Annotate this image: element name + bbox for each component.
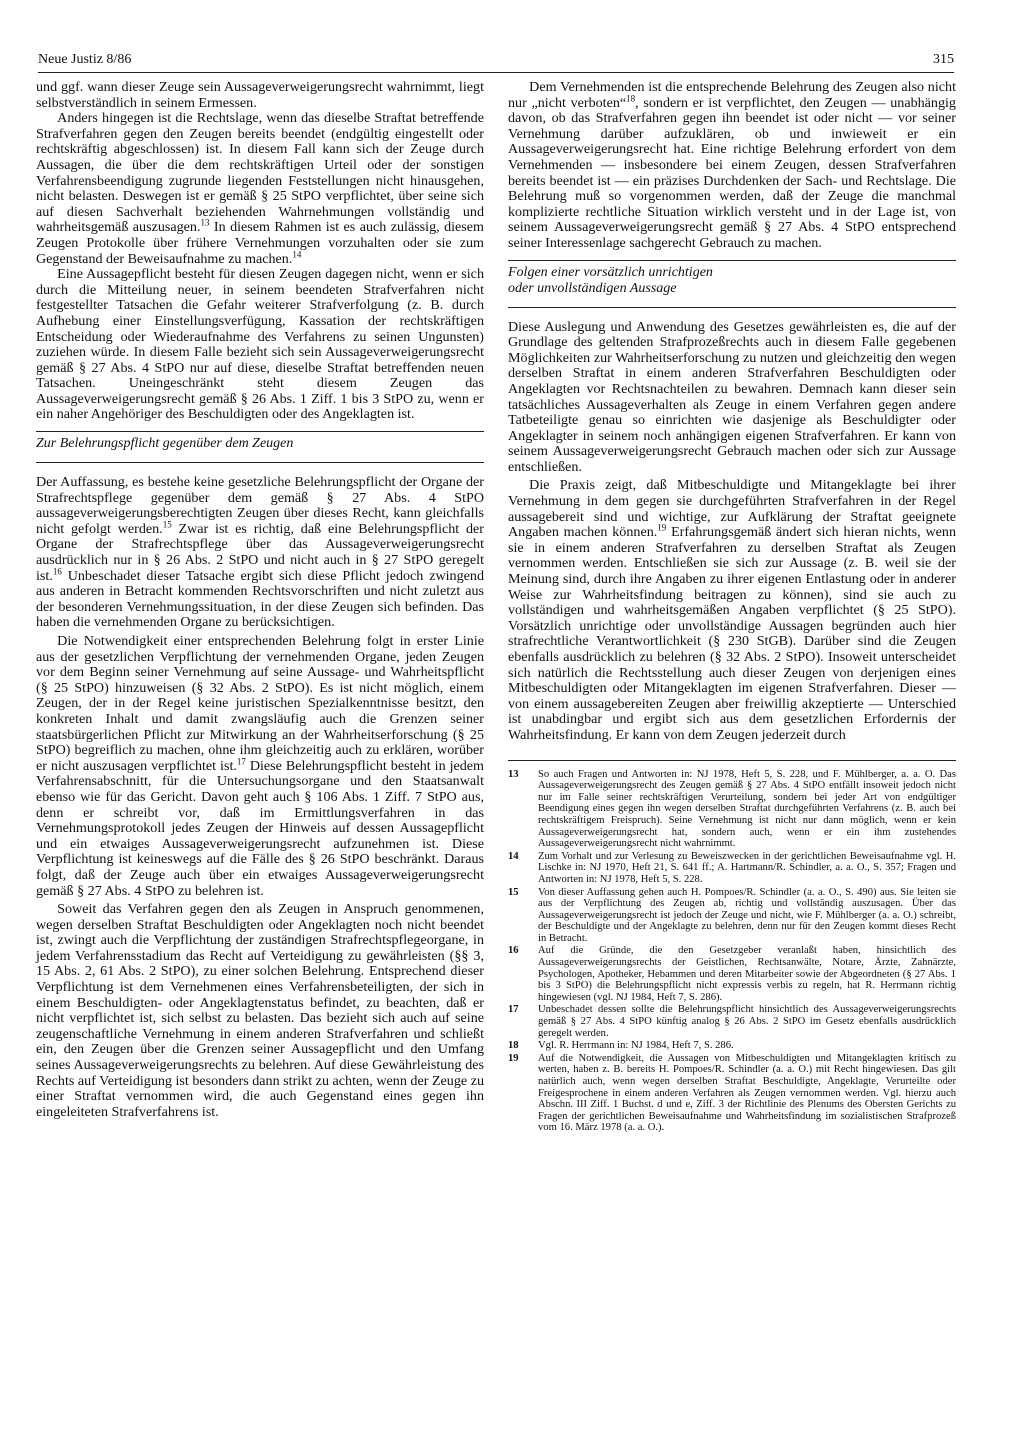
footnote-divider bbox=[508, 760, 956, 761]
footnote-text: Auf die Notwendigkeit, die Aussagen von Mitbeschuldigten und Mitangeklagten kritisch zu werten, haben z. B. bereits H. Pompoes/R. Schindler (a. a. O.) mit Recht hingewiesen. Das gilt natürlich auch, wenn wegen derselben Straftat Beschuldigte, Angeklagte, Verurteilte oder Freigesprochene in einem anderen Verfahren als Zeugen vernommen werden. Vgl. hierzu auch Abschn. III Ziff. 1 Buchst. d und e, Ziff. 3 der Richtlinie des Plenums des Obersten Gerichts zu Fragen der gerichtlichen Beweisaufnahme und Wahrheitsfindung im sozialistischen Strafprozeß vom 16. März 1978 (a. a. O.). bbox=[538, 1052, 956, 1134]
footnote bbox=[508, 1004, 956, 1039]
footnote-text: Zum Vorhalt und zur Verlesung zu Beweiszwecken in der gerichtlichen Beweisaufnahme vgl. H. Lischke in: NJ 1970, Heft 21, S. 641 ff.; A. Hartmann/R. Schindler, a. a. O., S. 357; Fragen und Antworten in: NJ 1978, Heft 5, S. 228. bbox=[538, 850, 956, 885]
footnote-number: 16 bbox=[508, 945, 519, 957]
paragraph: Die Notwendigkeit einer entsprechenden Belehrung folgt in erster Linie aus der gesetzlichen Verpflichtung der vernehmenden Organe, jeden Zeugen vor dem Beginn seiner Vernehmung auf seine Aussage- und Wahrheitspflicht (§ 25 StPO) hinzuweisen (§ 32 Abs. 2 StPO). Es ist nicht möglich, einem Zeugen, der in der Regel keine juristischen Spezialkenntnisse besitzt, den konkreten Inhalt und damit zwangsläufig auch die Grenzen seiner staatsbürgerlichen Pflicht zur Mitwirkung an der Wahrheitserforschung (§ 25 StPO) begreiflich zu machen, ohne ihm gleichzeitig auch zu erklären, worüber er nicht auszusagen verpflichtet ist.$^{17}$ Diese Belehrungspflicht besteht in jedem Verfahrensabschnitt, für die Untersuchungsorgane und den Staatsanwalt ebenso wie für das Gericht. Davon geht auch § 106 Abs. 1 Ziff. 7 StPO aus, denn er schreibt vor, daß im Ermittlungsverfahren in das Vernehmungsprotokoll jedes Zeugen der Hinweis auf dessen Aussagepflicht und ein etwaiges Aussageverweigerungsrecht aufzunehmen ist. Diese Verpflichtung ist keineswegs auf die Fälle des § 26 StPO beschränkt. Daraus folgt, daß der Zeuge auch über ein etwaiges Aussageverweigerungsrecht gemäß § 27 Abs. 4 StPO zu belehren ist. bbox=[36, 633, 484, 899]
footnote bbox=[508, 1053, 956, 1134]
footnote-text: So auch Fragen und Antworten in: NJ 1978, Heft 5, S. 228, und F. Mühlberger, a. a. O. Das Aussageverweigerungsrecht des Zeugen gemäß § 27 Abs. 4 StPO entfällt insoweit jedoch nicht nur im Falle seiner rechtskräftigen Verurteilung, sondern bei jeder Art von endgültiger Beendigung eines gegen ihn wegen derselben Straftat durchgeführten Verfahrens (z. B. auch bei rechtskräftigem Freispruch). Seine Vernehmung ist nicht nur dann möglich, wenn er kein Aussageverweigerungsrecht hat, sondern auch, wenn er ein ihm zustehendes Aussageverweigerungsrecht nicht wahrnimmt. bbox=[538, 768, 956, 850]
section-title-line: Folgen einer vorsätzlich unrichtigen bbox=[508, 264, 713, 280]
footnote-ref: 15 bbox=[162, 519, 172, 530]
footnote-text: Vgl. R. Herrmann in: NJ 1984, Heft 7, S. 286. bbox=[538, 1040, 734, 1052]
left-column bbox=[36, 80, 484, 1120]
footnote bbox=[508, 887, 956, 945]
paragraph: Der Auffassung, es bestehe keine gesetzliche Belehrungspflicht der Organe der Strafrechtspflege gegenüber dem gemäß § 27 Abs. 4 StPO aussageverweigerungsberechtigten Zeugen über dieses Recht, kann gleichfalls nicht gefolgt werden.$^{15}$ Zwar ist es richtig, daß eine Belehrungspflicht der Organe der Strafrechtspflege über das Aussageverweigerungsrecht ausdrücklich nur in § 26 Abs. 2 StPO und nicht auch in § 27 StPO geregelt ist.$^{16}$ Unbeschadet dieser Tatsache ergibt sich diese Pflicht jedoch zwingend aus anderen in Betracht kommenden Rechtsvorschriften und nicht zuletzt aus der besonderen Vernehmungssituation, in der diese Zeugen sich befinden. Das haben die vernehmenden Organe zu berücksichtigen. bbox=[36, 474, 484, 631]
paragraph: Diese Auslegung und Anwendung des Gesetzes gewährleisten es, die auf der Grundlage des geltenden Strafprozeßrechts auch in diesem Falle gegebenen Möglichkeiten zur Wahrheitserforschung zu nutzen und gleichzeitig den wegen derselben Straftat in einem anderen Strafverfahren Beschuldigten oder Angeklagten vor Rechtsnachteilen zu bewahren. Demnach kann dieser sein tatsächliches Aussageverhalten als Zeuge in einem Verfahren gegen andere Tatbeteiligte genau so einrichten wie dasjenige als Beschuldigter oder Angeklagter in seinem noch anhängigen eigenen Strafverfahren. Er kann von seinem Aussageverweigerungsrecht Gebrauch machen oder sich zur Aussage entschließen. bbox=[508, 318, 956, 475]
footnote-text: Unbeschadet dessen sollte die Belehrungspflicht hinsichtlich des Aussageverweigerungsrechts gemäß § 27 Abs. 4 StPO künftig analog § 26 Abs. 2 StPO im Gesetz ebenfalls ausdrücklich geregelt werden. bbox=[538, 1004, 956, 1039]
footnote bbox=[508, 851, 956, 886]
section-heading bbox=[36, 431, 484, 463]
right-column bbox=[508, 80, 956, 1135]
paragraph: und ggf. wann dieser Zeuge sein Aussageverweigerungsrecht wahrnimmt, liegt selbstverständlich in seinem Ermessen. bbox=[36, 79, 484, 111]
footnote-number: 15 bbox=[508, 886, 519, 898]
footnote-ref: 14 bbox=[292, 248, 302, 259]
footnote-number: 17 bbox=[508, 1004, 519, 1016]
footnote bbox=[508, 769, 956, 850]
footnote bbox=[508, 945, 956, 1003]
paragraph: Dem Vernehmenden ist die entsprechende Belehrung des Zeugen also nicht nur „nicht verboten“$^{18}$, sondern er ist verpflichtet, den Zeugen — unabhängig davon, ob das Strafverfahren gegen ihn beendet ist oder nicht — vor seiner Vernehmung darüber aufzuklären, ob und inwieweit er ein Aussageverweigerungsrecht hat. Eine richtige Belehrung erfordert von dem Vernehmenden — insbesondere bei einem Zeugen, dessen Strafverfahren bereits beendet ist — ein präzises Durchdenken der Sach- und Rechtslage. Die Belehrung muß so vorgenommen werden, daß der Zeuge die manchmal komplizierte rechtliche Situation wirklich versteht und in der Lage ist, von seinem Aussageverweigerungsrecht gemäß § 27 Abs. 4 StPO entsprechend seiner Interessenlage sachgerecht Gebrauch zu machen. bbox=[508, 79, 956, 251]
footnote-number: 13 bbox=[508, 768, 519, 780]
footnote-text: Von dieser Auffassung gehen auch H. Pompoes/R. Schindler (a. a. O., S. 490) aus. Sie leiten sie aus der Verpflichtung des Zeugen ab, richtig und vollständig auszusagen. Über das Aussageverweigerungsrecht ist jedoch der Zeuge und nicht, wie F. Mühlberger (a. a. O.) schreibt, der Beschuldigte und der Angeklagte zu belehren, denn nur für den Zeugen kommt dieses Recht in Betracht. bbox=[538, 886, 956, 944]
footnote-ref: 18 bbox=[626, 92, 636, 103]
paragraph: Anders hingegen ist die Rechtslage, wenn das dieselbe Straftat betreffende Strafverfahren gegen den Zeugen bereits beendet (endgültig eingestellt oder rechtskräftig abgeschlossen) ist. In diesem Fall kann sich der Zeuge durch Aussagen, die über die dem rechtskräftigen Urteil oder der sonstigen Verfahrensbeendigung zugrunde liegenden Feststellungen nicht hinausgehen, nicht belasten. Deswegen ist er gemäß § 25 StPO verpflichtet, über seine sich auf diesen Sachverhalt beziehenden Wahrnehmungen vollständig und wahrheitsgemäß auszusagen.$^{13}$ In diesem Rahmen ist es auch zulässig, diesem Zeugen Protokolle über frühere Vernehmungen vorzuhalten oder sie zum Gegenstand der Beweisaufnahme zu machen.$^{14}$ bbox=[36, 110, 484, 267]
footnote-number: 14 bbox=[508, 850, 519, 862]
footnote-ref: 13 bbox=[200, 217, 210, 228]
section-heading bbox=[508, 260, 956, 308]
footnote bbox=[508, 1040, 956, 1052]
footnote-text: Auf die Gründe, die den Gesetzgeber veranlaßt haben, hinsichtlich des Aussageverweigerungsrechts der Geistlichen, Rechtsanwälte, Notare, Ärzte, Zahnärzte, Psychologen, Apotheker, Hebammen und deren Mitarbeiter sowie der Abgeordneten (§ 27 Abs. 1 bis 3 StPO) die Belehrungspflicht nicht expressis verbis zu regeln, hat R. Herrmann richtig hingewiesen (vgl. NJ 1984, Heft 7, S. 286). bbox=[538, 945, 956, 1003]
section-title-line: oder unvollständigen Aussage bbox=[508, 280, 677, 296]
footnote-number: 18 bbox=[508, 1040, 519, 1052]
footnotes bbox=[508, 769, 956, 1134]
section-title: Zur Belehrungspflicht gegenüber dem Zeugen bbox=[36, 436, 294, 452]
journal-title: Neue Justiz 8/86 bbox=[38, 52, 132, 67]
footnote-ref: 17 bbox=[236, 756, 246, 767]
paragraph: Die Praxis zeigt, daß Mitbeschuldigte und Mitangeklagte bei ihrer Vernehmung in dem gegen sie durchgeführten Strafverfahren in der Regel aussagebereit sind und wichtige, zur Aufklärung der Straftat geeignete Angaben machen können.$^{19}$ Erfahrungsgemäß ändert sich hieran nichts, wenn sie in einem anderen Strafverfahren zu derselben Straftat als Zeugen vernommen werden. Entschließen sie sich zur Aussage (z. B. weil sie der Meinung sind, durch ihre Angaben zu ihrer eigenen Entlastung oder in anderer Weise zur Wahrheitsfindung beitragen zu können), sind sie auch zu vollständigen und wahrheitsgemäßen Angaben verpflichtet (§ 25 StPO). Vorsätzlich unrichtige oder unvollständige Aussagen begründen auch hier strafrechtliche Verantwortlichkeit (§ 230 StGB). Darüber sind die Zeugen ebenfalls ausdrücklich zu belehren (§ 32 Abs. 2 StPO). Insoweit unterscheidet sich natürlich die Rechtsstellung auch dieser Zeugen von derjenigen eines Mitbeschuldigten oder Mitangeklagten im eigenen Strafverfahren. Dieser — von einem aussagebereiten Zeugen aber freiwillig akzeptierte — Unterschied ist unabdingbar und ergibt sich aus dem gesetzlichen Erfordernis der Wahrheitsfindung. Er kann von dem Zeugen jederzeit durch bbox=[508, 477, 956, 743]
page-header bbox=[38, 52, 954, 73]
paragraph: Soweit das Verfahren gegen den als Zeugen in Anspruch genommenen, wegen derselben Straftat Beschuldigten oder Angeklagten noch nicht beendet ist, zwingt auch die Verpflichtung der zuständigen Strafrechtspflegeorgane, in jedem Verfahrensstadium das Recht auf Verteidigung zu gewährleisten (§§ 3, 15 Abs. 2, 61 Abs. 2 StPO), zu einer solchen Belehrung. Entsprechend dieser Verpflichtung ist dem Vernehmenen eines Verfahrensbeteiligten, der sich in einem Beschuldigten- oder Angeklagtenstatus befindet, zu beachten, daß er nicht verpflichtet ist, sich selbst zu belasten. Das bezieht sich auch auf seine zeugenschaftliche Vernehmung in einem anderen Strafverfahren und schließt ein, den Zeugen über die Grenzen seiner Aussagepflicht und den Umfang seines Aussageverweigerungsrechts zu belehren. Auf diese Gewährleistung des Rechts auf Verteidigung ist besonders dann strikt zu achten, wenn der Zeuge zu einer Straftat vernommen wird, die auch Gegenstand eines gegen ihn eingeleiteten Strafverfahrens ist. bbox=[36, 901, 484, 1120]
footnote-ref: 19 bbox=[657, 522, 667, 533]
page-number: 315 bbox=[933, 52, 954, 67]
footnote-number: 19 bbox=[508, 1052, 519, 1064]
paragraph: Eine Aussagepflicht besteht für diesen Zeugen dagegen nicht, wenn er sich durch die Mitteilung neuer, in seinem beendeten Strafverfahren nicht festgestellter Tatsachen die Gefahr weiterer Strafverfolgung (z. B. durch Aufhebung einer Einstellungsverfügung, Kassation der rechtskräftigen Entscheidung oder Wiederaufnahme des Verfahrens zu seinen Ungunsten) zuziehen würde. In diesem Falle bezieht sich sein Aussageverweigerungsrecht gemäß § 27 Abs. 4 StPO nur auf diese, dieselbe Straftat betreffenden neuen Tatsachen. Uneingeschränkt steht diesem Zeugen das Aussageverweigerungsrecht gemäß § 26 Abs. 1 Ziff. 1 bis 3 StPO zu, wenn er ein naher Angehöriger des Beschuldigten oder des Angeklagten ist. bbox=[36, 266, 484, 423]
footnote-ref: 16 bbox=[52, 565, 62, 576]
